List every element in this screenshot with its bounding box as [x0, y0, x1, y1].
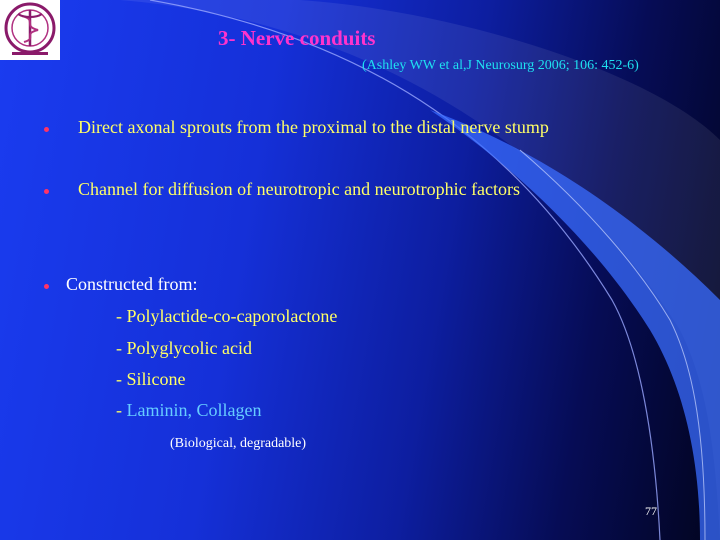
bullet-axonal-sprouts: Direct axonal sprouts from the proximal to the distal nerve stump [78, 117, 549, 137]
material-laminin-collagen [116, 400, 261, 421]
bullet-dot [44, 127, 49, 132]
slide-title: 3- Nerve conduits [218, 26, 376, 50]
page-number: 77 [645, 504, 657, 518]
bullet-dot [44, 284, 49, 289]
material-dash: - [116, 400, 127, 420]
material-silicone: - Silicone [116, 369, 186, 389]
material-polylactide: - Polylactide-co-caporolactone [116, 306, 338, 326]
material-laminin-collagen-text: Laminin, Collagen [126, 400, 262, 420]
material-polyglycolic-acid: - Polyglycolic acid [116, 338, 252, 358]
biological-note: (Biological, degradable) [170, 436, 307, 451]
citation: (Ashley WW et al,J Neurosurg 2006; 106: 452-6) [362, 58, 639, 73]
institute-emblem-icon [0, 0, 60, 60]
bullet-dot [44, 189, 49, 194]
bullet-constructed-from: Constructed from: [66, 274, 198, 294]
institute-logo [0, 0, 60, 60]
bullet-diffusion-channel: Channel for diffusion of neurotropic and neurotrophic factors [78, 179, 521, 199]
